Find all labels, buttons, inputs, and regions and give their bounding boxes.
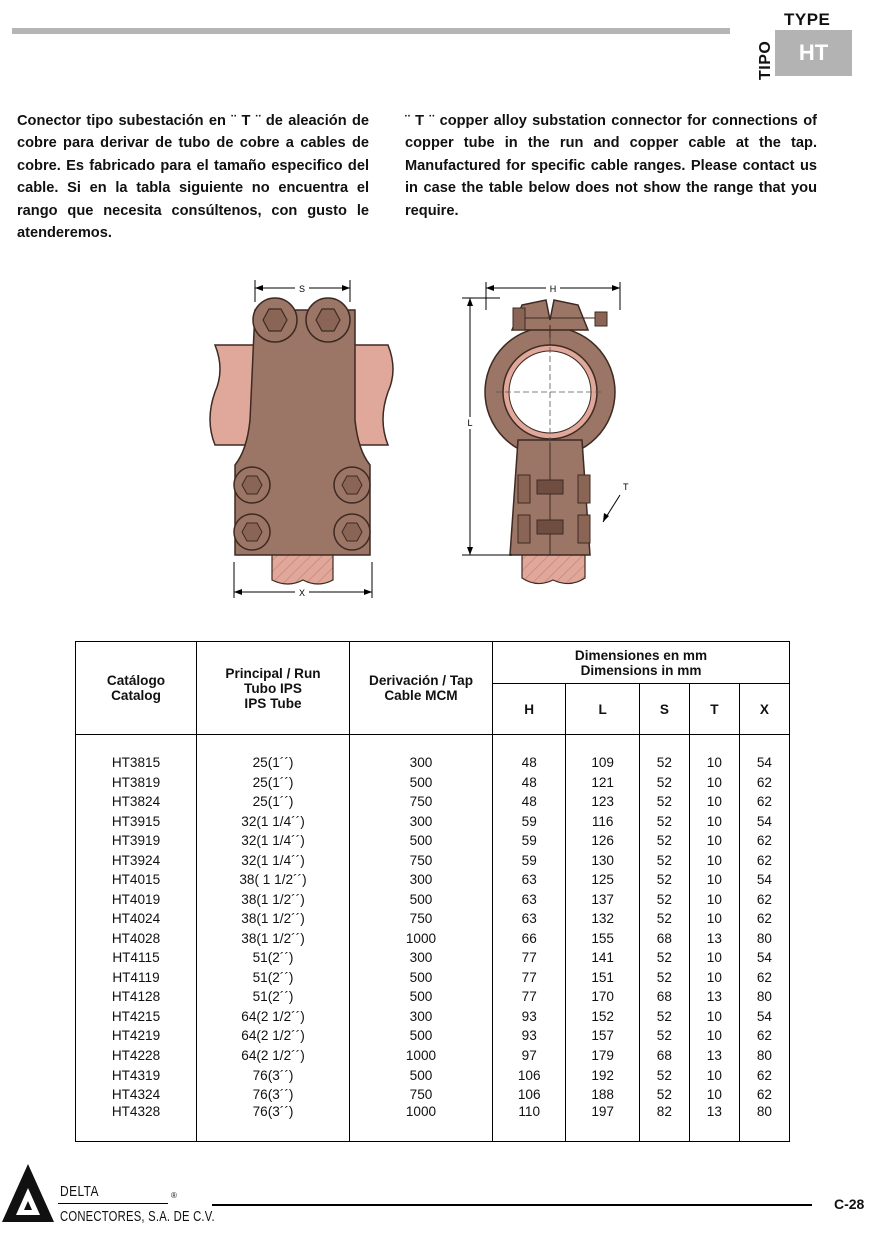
cell-run: 51(2´´): [197, 948, 350, 968]
cell-h: 59: [493, 812, 566, 832]
cell-h: 48: [493, 735, 566, 773]
cell-run: 51(2´´): [197, 987, 350, 1007]
cell-s: 68: [639, 987, 689, 1007]
cell-l: 157: [566, 1026, 639, 1046]
cell-catalog: HT3819: [76, 773, 197, 793]
cell-catalog: HT4319: [76, 1065, 197, 1085]
cell-s: 52: [639, 773, 689, 793]
company-name: DELTA: [60, 1183, 99, 1200]
cell-l: 125: [566, 870, 639, 890]
cell-t: 10: [689, 1007, 739, 1027]
cell-run: 76(3´´): [197, 1104, 350, 1142]
cell-s: 52: [639, 948, 689, 968]
cell-run: 64(2 1/2´´): [197, 1026, 350, 1046]
cell-h: 63: [493, 870, 566, 890]
cell-tap: 500: [350, 773, 493, 793]
cell-h: 77: [493, 987, 566, 1007]
table-row: [76, 870, 790, 890]
cell-l: 121: [566, 773, 639, 793]
cell-x: 62: [739, 831, 789, 851]
cell-t: 10: [689, 948, 739, 968]
cell-t: 10: [689, 851, 739, 871]
type-code-badge: HT: [775, 30, 852, 76]
cell-t: 10: [689, 773, 739, 793]
front-view: [210, 280, 393, 598]
cell-tap: 500: [350, 1026, 493, 1046]
cell-s: 68: [639, 1046, 689, 1066]
cell-catalog: HT3924: [76, 851, 197, 871]
cell-t: 10: [689, 968, 739, 988]
table-row: [76, 831, 790, 851]
cell-x: 54: [739, 812, 789, 832]
cell-x: 54: [739, 870, 789, 890]
cell-x: 62: [739, 851, 789, 871]
cell-t: 10: [689, 909, 739, 929]
cell-tap: 300: [350, 948, 493, 968]
cell-h: 93: [493, 1007, 566, 1027]
cell-run: 38(1 1/2´´): [197, 909, 350, 929]
cell-s: 68: [639, 929, 689, 949]
cell-catalog: HT4324: [76, 1085, 197, 1105]
cell-t: 10: [689, 812, 739, 832]
cell-x: 62: [739, 1065, 789, 1085]
cell-t: 10: [689, 1026, 739, 1046]
dim-s-label: S: [298, 284, 306, 294]
cell-t: 10: [689, 831, 739, 851]
cell-t: 13: [689, 929, 739, 949]
cell-x: 62: [739, 792, 789, 812]
cell-x: 62: [739, 909, 789, 929]
company-subtitle: CONECTORES, S.A. DE C.V.: [60, 1208, 215, 1225]
description-english: ¨ T ¨ copper alloy substation connector for connections of copper tube in the run and copper cable at the tap. Manufactured for specific cable ranges. Please contact us in case the table below does not show the range that you require.: [405, 113, 817, 219]
cell-x: 54: [739, 948, 789, 968]
cell-run: 38( 1 1/2´´): [197, 870, 350, 890]
cell-catalog: HT4115: [76, 948, 197, 968]
cell-s: 52: [639, 1007, 689, 1027]
connector-drawings: [200, 270, 650, 610]
header-tap: Derivación / Tap Cable MCM: [350, 642, 493, 735]
table-row: [76, 792, 790, 812]
tipo-label: TIPO: [757, 40, 774, 80]
side-view: [462, 282, 629, 584]
cell-tap: 300: [350, 735, 493, 773]
cell-tap: 500: [350, 831, 493, 851]
dim-t-label: T: [623, 482, 629, 492]
cell-catalog: HT3815: [76, 735, 197, 773]
cell-l: 155: [566, 929, 639, 949]
table-row: [76, 1046, 790, 1066]
cell-t: 10: [689, 792, 739, 812]
cell-x: 80: [739, 929, 789, 949]
table-body: [76, 735, 790, 1143]
cell-tap: 500: [350, 968, 493, 988]
cell-run: 64(2 1/2´´): [197, 1046, 350, 1066]
cell-l: 126: [566, 831, 639, 851]
cell-catalog: HT4119: [76, 968, 197, 988]
cell-h: 48: [493, 773, 566, 793]
cell-catalog: HT4019: [76, 890, 197, 910]
header-dim-t: T: [689, 684, 739, 735]
cell-t: 10: [689, 1065, 739, 1085]
table-row: [76, 929, 790, 949]
cell-h: 93: [493, 1026, 566, 1046]
cell-h: 59: [493, 831, 566, 851]
cell-run: 25(1´´): [197, 735, 350, 773]
page-number: C-28: [834, 1196, 865, 1212]
cell-catalog: HT3824: [76, 792, 197, 812]
cell-l: 137: [566, 890, 639, 910]
dim-x-label: X: [298, 588, 306, 598]
cell-l: 152: [566, 1007, 639, 1027]
cell-t: 13: [689, 987, 739, 1007]
cell-s: 52: [639, 851, 689, 871]
cell-catalog: HT4024: [76, 909, 197, 929]
cell-h: 97: [493, 1046, 566, 1066]
cell-run: 76(3´´): [197, 1085, 350, 1105]
cell-catalog: HT4128: [76, 987, 197, 1007]
cell-t: 10: [689, 1085, 739, 1105]
cell-tap: 750: [350, 909, 493, 929]
table-row: [76, 851, 790, 871]
cell-h: 66: [493, 929, 566, 949]
cell-tap: 750: [350, 1085, 493, 1105]
cell-run: 38(1 1/2´´): [197, 890, 350, 910]
cell-catalog: HT4215: [76, 1007, 197, 1027]
table-row: [76, 1065, 790, 1085]
cell-s: 52: [639, 1026, 689, 1046]
cell-x: 62: [739, 773, 789, 793]
header-dim-s: S: [639, 684, 689, 735]
cell-h: 59: [493, 851, 566, 871]
cell-catalog: HT4228: [76, 1046, 197, 1066]
cell-s: 52: [639, 831, 689, 851]
cell-l: 116: [566, 812, 639, 832]
cell-run: 25(1´´): [197, 773, 350, 793]
cell-tap: 500: [350, 987, 493, 1007]
cell-l: 192: [566, 1065, 639, 1085]
cell-l: 197: [566, 1104, 639, 1142]
dim-l-label: L: [467, 418, 473, 428]
cell-tap: 1000: [350, 929, 493, 949]
cell-tap: 750: [350, 792, 493, 812]
cell-run: 64(2 1/2´´): [197, 1007, 350, 1027]
cell-h: 48: [493, 792, 566, 812]
table-row: [76, 1026, 790, 1046]
cell-run: 25(1´´): [197, 792, 350, 812]
header-catalog: Catálogo Catalog: [76, 642, 197, 735]
cell-h: 110: [493, 1104, 566, 1142]
table-row: [76, 1085, 790, 1105]
registered-mark: ®: [171, 1191, 177, 1200]
cell-s: 52: [639, 909, 689, 929]
type-label: TYPE: [784, 10, 831, 29]
cell-x: 80: [739, 1046, 789, 1066]
cell-tap: 300: [350, 1007, 493, 1027]
cell-h: 77: [493, 948, 566, 968]
table-row: [76, 948, 790, 968]
table-row: [76, 909, 790, 929]
cell-run: 32(1 1/4´´): [197, 812, 350, 832]
cell-run: 51(2´´): [197, 968, 350, 988]
cell-x: 80: [739, 987, 789, 1007]
cell-x: 80: [739, 1104, 789, 1142]
specifications-table: [75, 641, 790, 1142]
cell-l: 170: [566, 987, 639, 1007]
header-dimensions: Dimensiones en mm Dimensions in mm: [493, 642, 790, 684]
cell-l: 123: [566, 792, 639, 812]
table-row: [76, 987, 790, 1007]
description-spanish: Conector tipo subestación en ¨ T ¨ de aleación de cobre para derivar de tubo de cobre a cables de cobre. Es fabricado para el tamaño especifico del cable. Si en la tabla siguiente no encuentra el rango que necesita consúltenos, con gusto le atenderemos.: [17, 113, 369, 242]
table-row: [76, 968, 790, 988]
header-run: Principal / Run Tubo IPS IPS Tube: [197, 642, 350, 735]
cell-catalog: HT3919: [76, 831, 197, 851]
cell-run: 38(1 1/2´´): [197, 929, 350, 949]
dim-h-label: H: [549, 284, 557, 294]
cell-run: 32(1 1/4´´): [197, 831, 350, 851]
cell-tap: 300: [350, 812, 493, 832]
table-row: [76, 1104, 790, 1142]
cell-l: 130: [566, 851, 639, 871]
header-dim-l: L: [566, 684, 639, 735]
footer-rule: [212, 1204, 812, 1206]
cell-run: 76(3´´): [197, 1065, 350, 1085]
cell-x: 62: [739, 1085, 789, 1105]
logo-divider: [58, 1203, 168, 1204]
header-dim-x: X: [739, 684, 789, 735]
cell-s: 52: [639, 870, 689, 890]
cell-catalog: HT4015: [76, 870, 197, 890]
table-row: [76, 1007, 790, 1027]
cell-s: 82: [639, 1104, 689, 1142]
cell-h: 77: [493, 968, 566, 988]
cell-h: 63: [493, 909, 566, 929]
table-row: [76, 735, 790, 773]
cell-tap: 750: [350, 851, 493, 871]
cell-catalog: HT4028: [76, 929, 197, 949]
table-row: [76, 890, 790, 910]
cell-s: 52: [639, 1065, 689, 1085]
cell-t: 13: [689, 1046, 739, 1066]
cell-l: 132: [566, 909, 639, 929]
header-dim-h: H: [493, 684, 566, 735]
cell-x: 62: [739, 1026, 789, 1046]
cell-h: 106: [493, 1085, 566, 1105]
cell-t: 10: [689, 735, 739, 773]
cell-l: 109: [566, 735, 639, 773]
table-bottom-border: [75, 1141, 790, 1142]
cell-h: 63: [493, 890, 566, 910]
cell-tap: 300: [350, 870, 493, 890]
cell-tap: 1000: [350, 1046, 493, 1066]
cell-tap: 500: [350, 1065, 493, 1085]
top-rule: [12, 28, 730, 34]
table-row: [76, 812, 790, 832]
table-row: [76, 773, 790, 793]
cell-tap: 500: [350, 890, 493, 910]
cell-catalog: HT3915: [76, 812, 197, 832]
cell-l: 141: [566, 948, 639, 968]
cell-s: 52: [639, 890, 689, 910]
cell-tap: 1000: [350, 1104, 493, 1142]
cell-s: 52: [639, 792, 689, 812]
cell-x: 62: [739, 890, 789, 910]
cell-x: 54: [739, 735, 789, 773]
cell-x: 62: [739, 968, 789, 988]
cell-s: 52: [639, 968, 689, 988]
cell-h: 106: [493, 1065, 566, 1085]
cell-catalog: HT4219: [76, 1026, 197, 1046]
cell-s: 52: [639, 735, 689, 773]
cell-run: 32(1 1/4´´): [197, 851, 350, 871]
cell-t: 10: [689, 870, 739, 890]
cell-s: 52: [639, 1085, 689, 1105]
cell-l: 179: [566, 1046, 639, 1066]
cell-l: 188: [566, 1085, 639, 1105]
cell-l: 151: [566, 968, 639, 988]
cell-x: 54: [739, 1007, 789, 1027]
cell-t: 10: [689, 890, 739, 910]
cell-catalog: HT4328: [76, 1104, 197, 1142]
cell-s: 52: [639, 812, 689, 832]
cell-t: 13: [689, 1104, 739, 1142]
